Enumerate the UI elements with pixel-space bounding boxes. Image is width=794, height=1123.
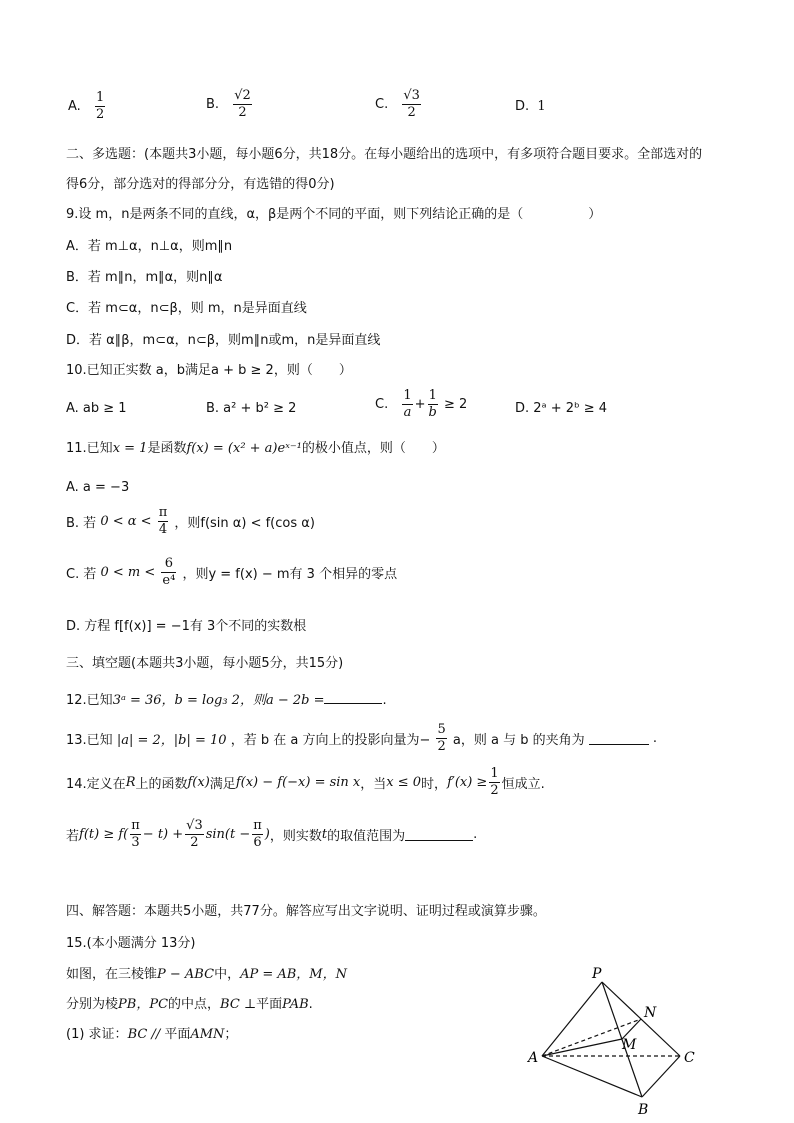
edge-BC — [642, 1056, 680, 1097]
q9-option-d: D．若 α∥β，m⊂α，n⊂β，则m∥n或m，n是异面直线 — [66, 333, 381, 348]
q11-stem: 11.已知x = 1是函数f(x) = (x² + a)eˣ⁻¹的极小值点，则（ ） — [66, 441, 445, 456]
q15-heading: 15.(本小题满分 13分) — [66, 936, 196, 951]
label-B: B — [638, 1102, 649, 1118]
q9-option-a: A．若 m⊥α，n⊥α，则m∥n — [66, 239, 233, 254]
q8-option-c: C. $\frac{√3}{2}$ — [375, 88, 420, 120]
q12: 12.已知3ᵃ = 36，b = log₃ 2，则a − 2b = . — [66, 693, 387, 708]
q10-option-d: D. 2ᵃ + 2ᵇ ≥ 4 — [515, 401, 608, 416]
q15-line1: 如图，在三棱锥P − ABC中，AP = AB，M，N — [66, 967, 347, 982]
label-A: A — [528, 1050, 539, 1066]
q13: 13.已知 |a| = 2，|b| = 10 ，若 b 在 a 方向上的投影向量为− $\frac{5}{2}$ a，则 a 与 b 的夹角为 . — [66, 722, 658, 754]
section3-title: 三、填空题(本题共3小题，每小题5分，共15分) — [66, 656, 344, 671]
q8-option-a: A. $\frac{1}{2}$ — [68, 90, 105, 122]
section2-instructions-line1: 二、多选题：(本题共3小题，每小题6分，共18分。在每小题给出的选项中，有多项符合题目要求。全部选对的 — [66, 147, 703, 162]
edge-AB — [542, 1056, 642, 1097]
q8-option-d: D. 1 — [515, 99, 546, 114]
label-P: P — [592, 966, 602, 982]
pyramid-figure — [520, 960, 710, 1120]
q9-option-c: C．若 m⊂α，n⊂β，则 m，n是异面直线 — [66, 301, 307, 316]
q10-option-b: B. a² + b² ≥ 2 — [206, 401, 297, 416]
q10-option-c: C. $\frac{1}{a}$ + $\frac{1}{b}$ ≥ 2 — [375, 388, 468, 420]
section2-instructions-line2: 得6分，部分选对的得部分分，有选错的得0分) — [66, 177, 335, 192]
q14-line1: 14.定义在R上的函数f(x)满足f(x) − f(−x) = sin x，当x ≤ 0时，f′(x) ≥ $\frac{1}{2}$ 恒成立. — [66, 766, 545, 798]
q10-option-a: A. ab ≥ 1 — [66, 401, 127, 416]
q11-option-d: D. 方程 f[f(x)] = −1有 3个不同的实数根 — [66, 619, 307, 634]
q10-stem: 10.已知正实数 a，b满足a + b ≥ 2，则（ ） — [66, 363, 352, 378]
q11-option-b: B. 若 0 < α < $\frac{\pi}{4}$ ，则f(sin α) < f(cos α) — [66, 505, 315, 537]
q11-option-a: A. a = −3 — [66, 480, 130, 495]
q11-option-c: C. 若 0 < m < $\frac{6}{\text{e⁴}}$ ，则y = f(x) − m有 3 个相异的零点 — [66, 556, 398, 588]
label-N: N — [644, 1005, 657, 1021]
q14-line2: 若f(t) ≥ f( $\frac{\pi}{3}$ − t) + $\frac{√3}{2}$ sin(t − $\frac{\pi}{6}$ )，则实数t的取值范围为 . — [66, 818, 478, 850]
q8-option-b: B. $\frac{√2}{2}$ — [206, 88, 251, 120]
q15-line2: 分别为棱PB，PC的中点，BC ⊥平面PAB. — [66, 997, 313, 1012]
q15-line3: (1) 求证：BC // 平面AMN； — [66, 1027, 238, 1042]
q9-option-b: B．若 m∥n，m∥α，则n∥α — [66, 270, 223, 285]
label-M: M — [622, 1037, 637, 1053]
segment-MN — [622, 1019, 641, 1039]
label-C: C — [684, 1050, 695, 1066]
section4-title: 四、解答题：本题共5小题，共77分。解答应写出文字说明、证明过程或演算步骤。 — [66, 904, 546, 919]
q9-stem: 9.设 m，n是两条不同的直线，α，β是两个不同的平面，则下列结论正确的是（ ） — [66, 207, 602, 222]
